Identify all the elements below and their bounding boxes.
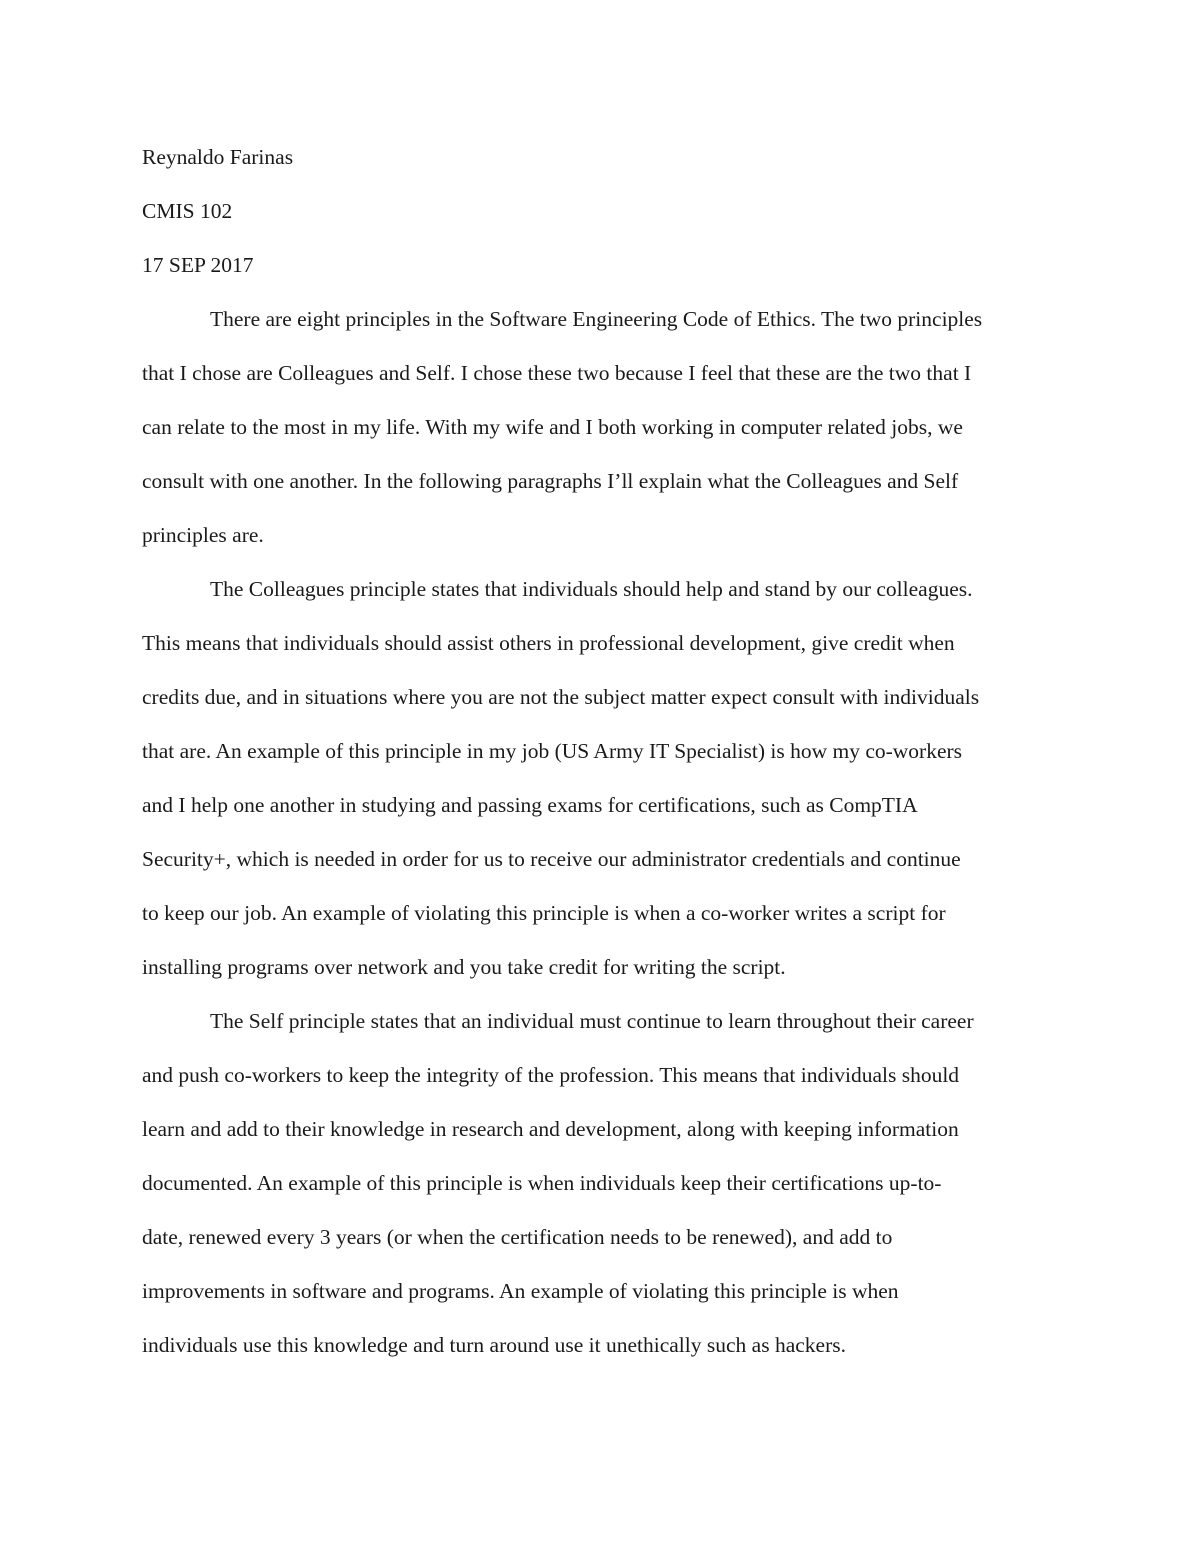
text-line: learn and add to their knowledge in research and development, along with keeping information — [142, 1117, 959, 1141]
text-line: Security+, which is needed in order for us to receive our administrator credentials and continue — [142, 847, 961, 871]
paragraph-colleagues — [142, 562, 1062, 994]
author-name: Reynaldo Farinas — [142, 145, 294, 169]
text-line: date, renewed every 3 years (or when the certification needs to be renewed), and add to — [142, 1225, 893, 1249]
text-line: and push co-workers to keep the integrity of the profession. This means that individuals should — [142, 1063, 960, 1087]
paragraph-intro — [142, 292, 1062, 562]
text-line: documented. An example of this principle is when individuals keep their certifications up-to- — [142, 1171, 942, 1195]
text-line: installing programs over network and you take credit for writing the script. — [142, 955, 786, 979]
text-line: consult with one another. In the following paragraphs I’ll explain what the Colleagues and Self — [142, 469, 959, 493]
text-line: The Self principle states that an individual must continue to learn throughout their career — [210, 1009, 974, 1033]
document-date: 17 SEP 2017 — [142, 253, 254, 277]
text-line: can relate to the most in my life. With my wife and I both working in computer related jobs, we — [142, 415, 963, 439]
text-line: and I help one another in studying and passing exams for certifications, such as CompTIA — [142, 793, 918, 817]
text-line: This means that individuals should assist others in professional development, give credit when — [142, 631, 955, 655]
text-line: that I chose are Colleagues and Self. I chose these two because I feel that these are the two that I — [142, 361, 972, 385]
text-line: individuals use this knowledge and turn around use it unethically such as hackers. — [142, 1333, 846, 1357]
course-code: CMIS 102 — [142, 199, 233, 223]
text-line: that are. An example of this principle in my job (US Army IT Specialist) is how my co-workers — [142, 739, 963, 763]
text-line: The Colleagues principle states that individuals should help and stand by our colleagues. — [210, 577, 973, 601]
text-line: improvements in software and programs. An example of violating this principle is when — [142, 1279, 899, 1303]
text-line: There are eight principles in the Software Engineering Code of Ethics. The two principles — [210, 307, 983, 331]
document-body — [142, 130, 1062, 1372]
paragraph-self — [142, 994, 1062, 1372]
text-line: credits due, and in situations where you are not the subject matter expect consult with individuals — [142, 685, 980, 709]
text-line: to keep our job. An example of violating this principle is when a co-worker writes a script for — [142, 901, 946, 925]
text-line: principles are. — [142, 523, 264, 547]
